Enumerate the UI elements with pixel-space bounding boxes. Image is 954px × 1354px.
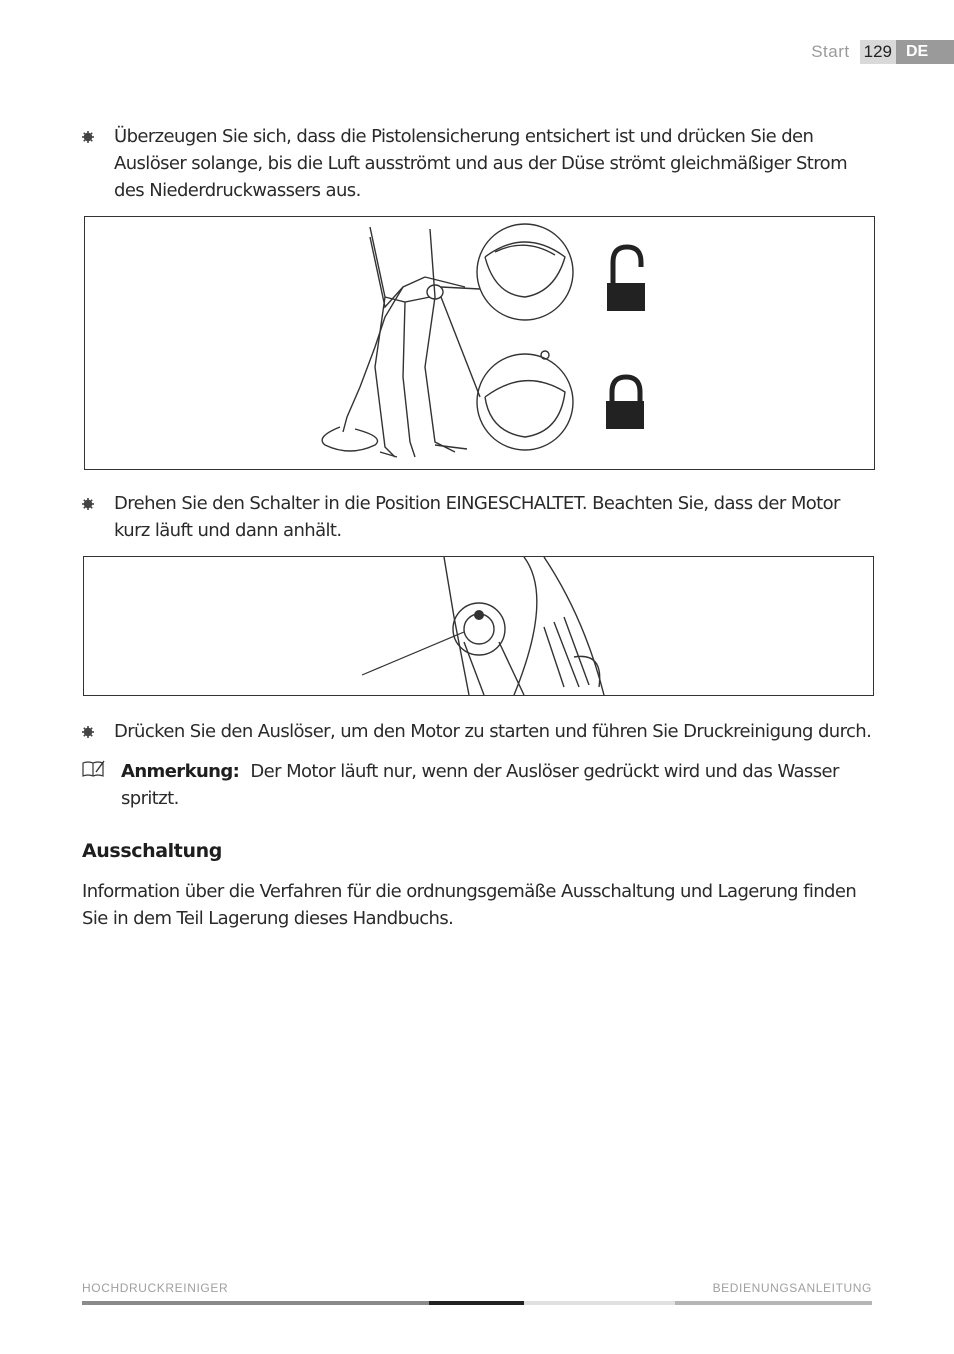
power-switch-illustration: [84, 557, 873, 695]
unlocked-padlock-icon: [607, 247, 645, 311]
bullet-gear-icon: [82, 498, 94, 510]
locked-padlock-icon: [606, 377, 644, 429]
footer-bar-segment: [524, 1301, 675, 1305]
footer-bar-segment: [82, 1301, 429, 1305]
footer-product-name: HOCHDRUCKREINIGER: [82, 1281, 229, 1295]
bullet-gear-icon: [82, 726, 94, 738]
note-label: Anmerkung:: [121, 761, 240, 782]
start-link[interactable]: Start: [811, 42, 850, 61]
page-header-nav: [811, 40, 954, 64]
step-2-text: Drehen Sie den Schalter in die Position EINGESCHALTET. Beachten Sie, dass der Motor kurz läuft und dann anhält.: [114, 493, 840, 541]
language-badge: DE: [896, 40, 954, 64]
section-text: Information über die Verfahren für die ordnungsgemäße Ausschaltung und Lagerung finden Sie in dem Teil Lagerung dieses Handbuchs.: [82, 881, 857, 929]
bullet-gear-icon: [82, 131, 94, 143]
figure-power-switch: [83, 556, 874, 696]
footer-bar-segment: [429, 1301, 524, 1305]
figure-gun-safety: [84, 216, 875, 470]
step-3-text: Drücken Sie den Auslöser, um den Motor zu starten und führen Sie Druckreinigung durch.: [114, 721, 872, 742]
note-text: Der Motor läuft nur, wenn der Auslöser gedrückt wird und das Wasser spritzt.: [121, 761, 839, 809]
note-block: [121, 758, 841, 812]
footer-bar-segment: [675, 1301, 872, 1305]
step-1-text: Überzeugen Sie sich, dass die Pistolensicherung entsichert ist und drücken Sie den Auslöser solange, bis die Luft ausströmt und aus der Düse strömt gleichmäßiger Strom des Niederdruckwassers aus.: [114, 126, 848, 201]
power-switch-icon: [474, 610, 484, 620]
footer-doc-type: BEDIENUNGSANLEITUNG: [712, 1281, 872, 1295]
pressure-washer-user-illustration: [85, 217, 874, 469]
page-number: 129: [860, 40, 896, 64]
note-book-icon: [82, 760, 106, 778]
section-heading: Ausschaltung: [82, 840, 222, 862]
